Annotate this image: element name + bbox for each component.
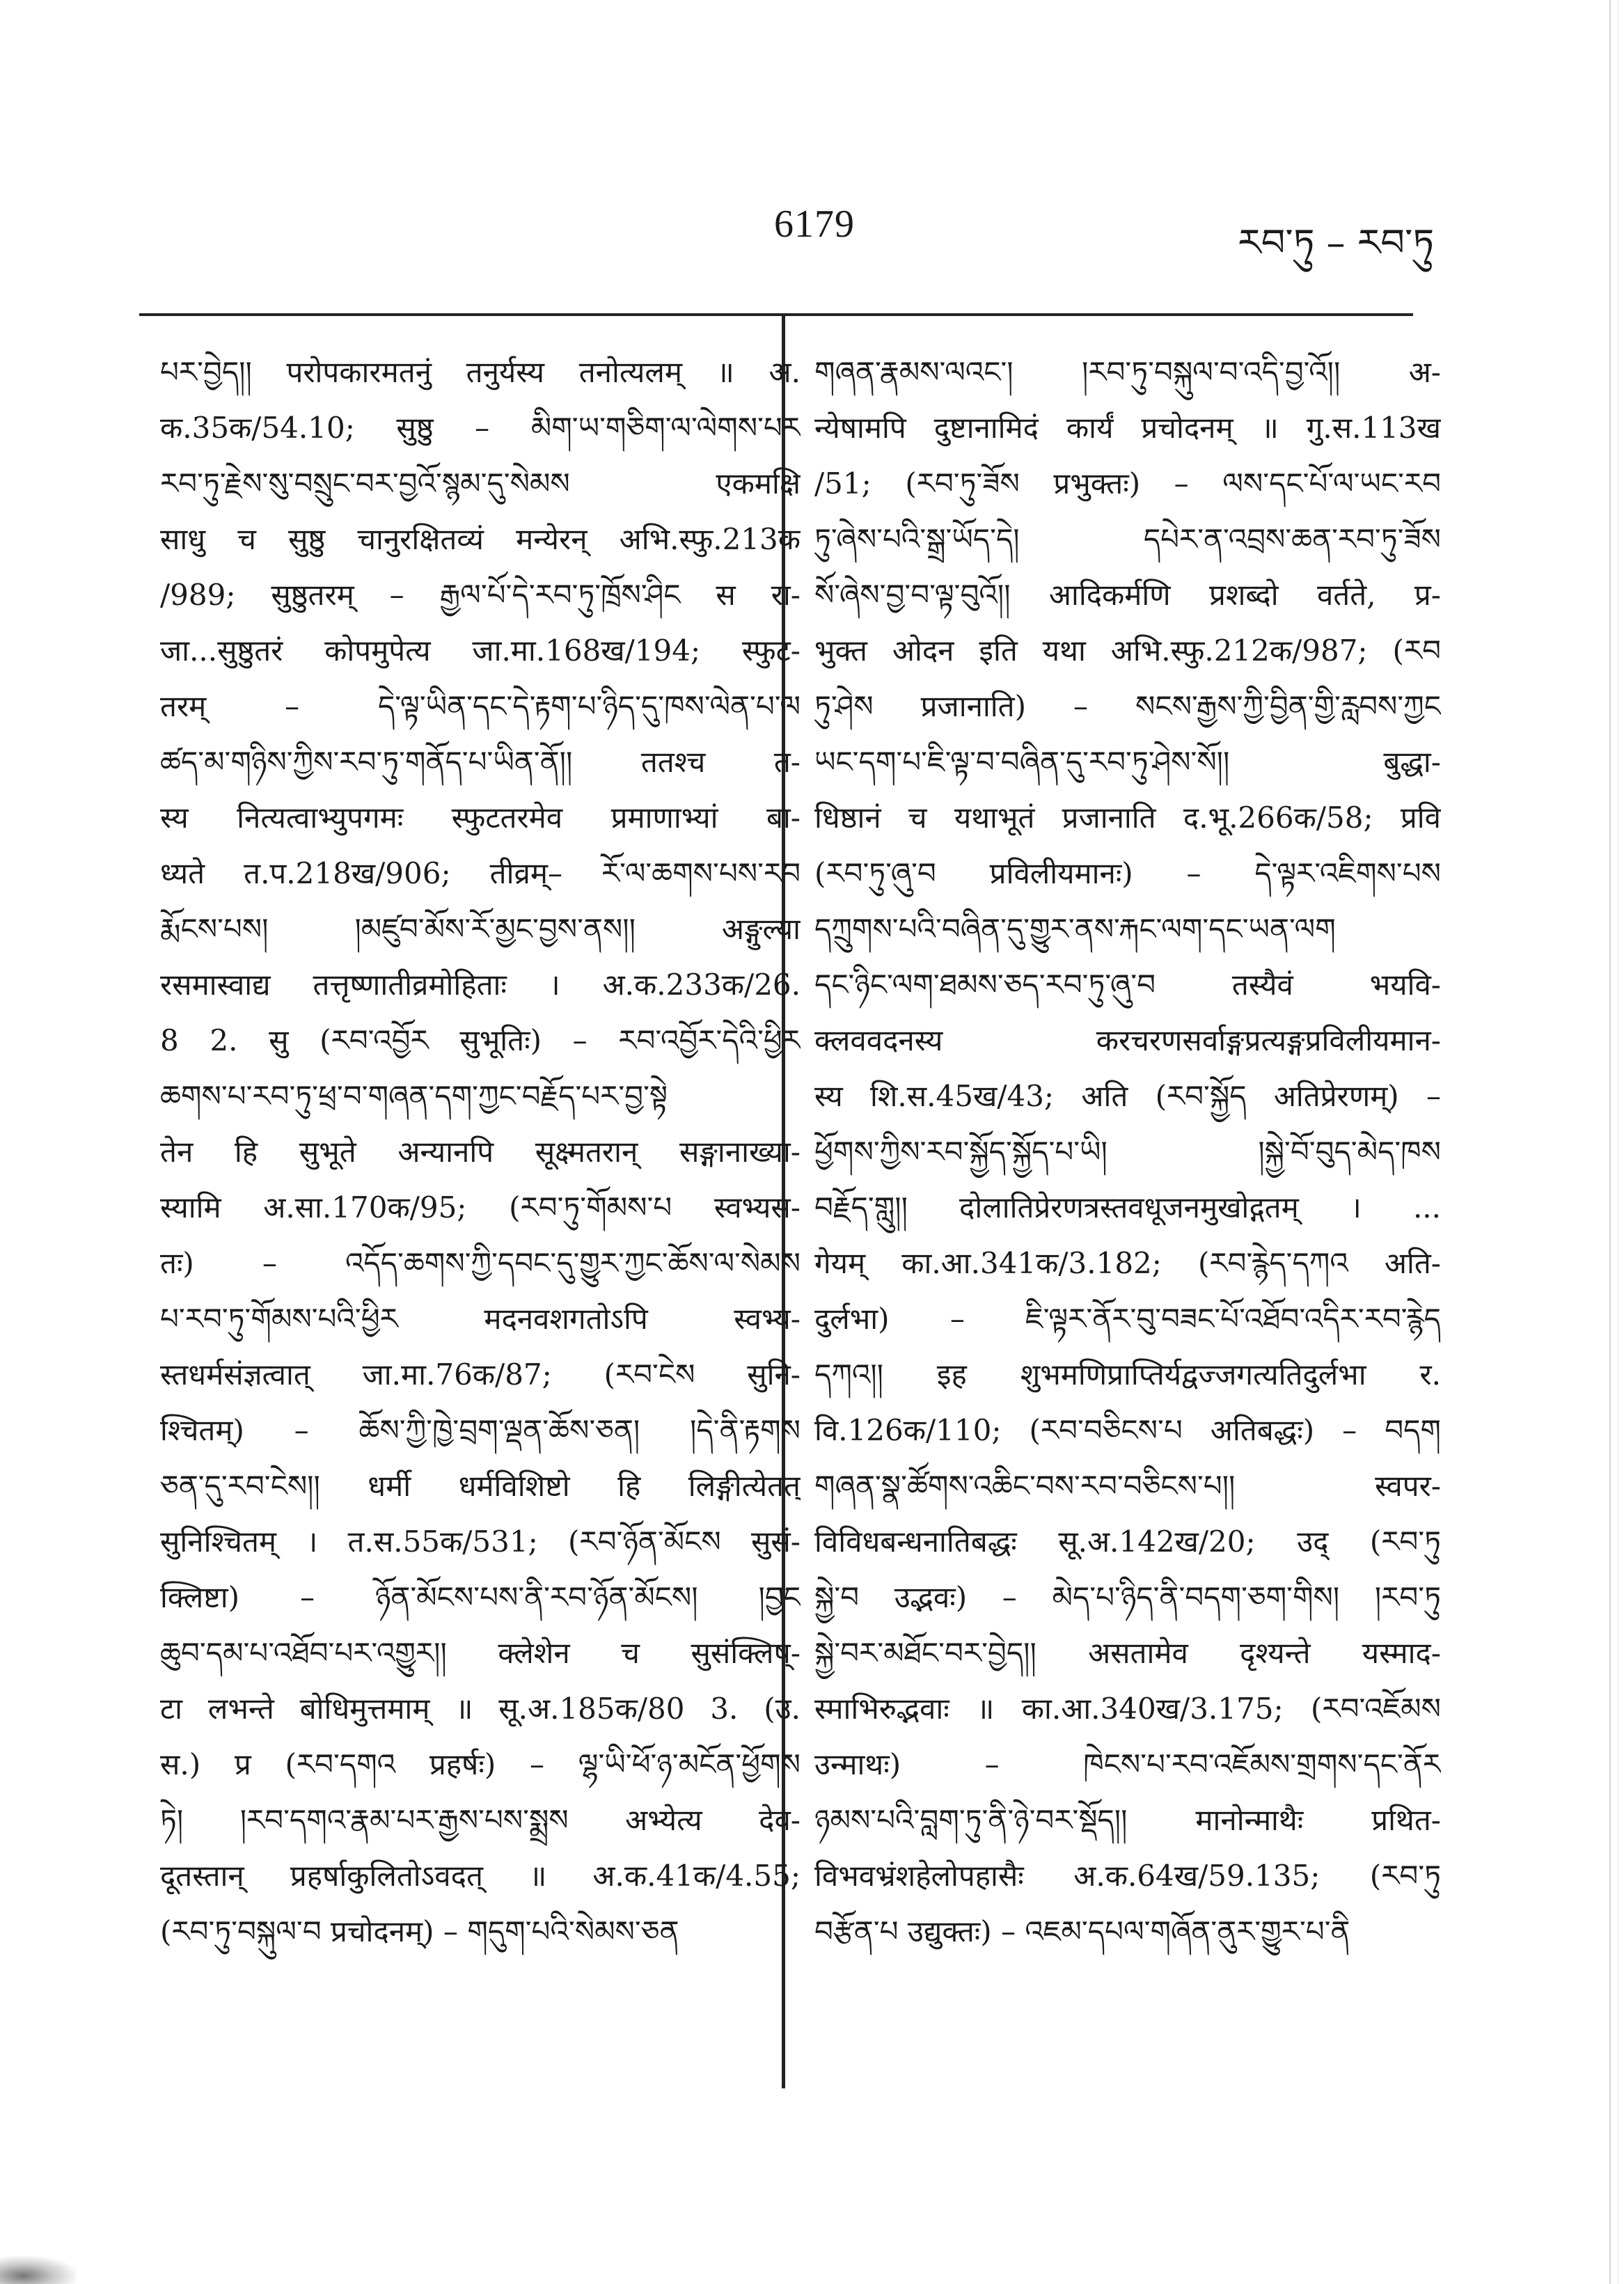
dictionary-line: दुर्लभा) – ཇི་ལྟར་ནོར་བུ་བཟང་པོ་འཐོབ་འདིར་རབ་རྙེད <box>814 1302 1441 1336</box>
dictionary-line: दूतस्तान् प्रहर्षाकुलितोऽवदत् ॥ अ.क.41क/4.55; <box>160 1859 801 1893</box>
dictionary-line: श्चितम्) – ཆོས་ཀྱི་ཁྱེ་བྲག་ལྡན་ཆོས་ཅན། །དེ་ནི་རྟགས <box>160 1413 801 1447</box>
dictionary-line: དཀྲུགས་པའི་བཞིན་དུ་གྱུར་ནས་རྐང་ལག་དང་ཡན་ལག <box>814 912 1336 946</box>
dictionary-line: स.) प्र (རབ་དགའ प्रहर्षः) – ལྷ་ཡི་ཕོ་ཉ་མངོན་ཕྱོགས <box>160 1747 801 1781</box>
dictionary-line: तरम् – དེ་ལྟ་ཡིན་དང་དེ་རྟག་པ་ཉིད་དུ་ཁས་ལེན་པ་ལ <box>160 689 801 723</box>
dictionary-line: (རབ་ཏུ་ཞུ་བ प्रविलीयमानः) – དེ་ལྟར་འཇིགས་པས <box>814 856 1441 890</box>
dictionary-line: ཆུབ་དམ་པ་འཐོབ་པར་འགྱུར།། क्लेशेन च सुसंक्लिष्- <box>160 1636 801 1670</box>
page-number: 6179 <box>774 203 855 246</box>
dictionary-line: साधु च सुष्ठु चानुरक्षितव्यं मन्येरन् अभि.स्फु.213क <box>160 522 801 556</box>
dictionary-line: པར་བྱེད།། परोपकारमतनुं तनुर्यस्य तनोत्यलम् ॥ अ. <box>160 355 801 389</box>
dictionary-line: ཚད་མ་གཉིས་ཀྱིས་རབ་ཏུ་གནོད་པ་ཡིན་ནོ།། ततश्च त- <box>160 745 801 779</box>
dictionary-line: ཉམས་པའི་བླག་ཏུ་ནི་ཉེ་བར་སྡོད།། मानोन्माथैः प्रथित- <box>814 1803 1441 1837</box>
header-rule <box>139 313 1413 316</box>
dictionary-line: ཏེ། །རབ་དགའ་རྣམ་པར་རྒྱས་པས་སྨྲས अभ्येत्य देव- <box>160 1803 801 1837</box>
dictionary-line: དཀའ།། इह शुभमणिप्राप्तिर्यद्वज्जगत्यतिदुर्लभा र. <box>814 1357 1441 1392</box>
dictionary-line: विविधबन्धनातिबद्धः सू.अ.142ख/20; उद् (རབ་ཏུ <box>814 1525 1441 1559</box>
dictionary-line: ཏུ་ཞེས་པའི་སྒྲ་ཡོད་དེ། དཔེར་ན་འབྲས་ཆན་རབ་ཏུ་ཟོས <box>814 522 1441 556</box>
dictionary-line: ཆགས་པ་རབ་ཏུ་ཕྲ་བ་གཞན་དག་ཀྱང་བརྗོད་པར་བྱ་སྟེ <box>160 1079 668 1113</box>
left-column <box>160 345 801 1960</box>
dictionary-line: གཞན་རྣམས་ལའང་། །རབ་ཏུ་བསྐུལ་བ་འདི་བྱ་འོ།། अ- <box>814 355 1441 389</box>
dictionary-line: /51; (རབ་ཏུ་ཟོས प्रभुक्तः) – ལས་དང་པོ་ལ་ཡང་རབ <box>814 466 1441 501</box>
dictionary-line: སོ་ཞེས་བྱ་བ་ལྟ་བུའོ།། आदिकर्मणि प्रशब्दो वर्तते, प्र- <box>814 578 1441 612</box>
dictionary-line: रसमास्वाद्य तत्तृष्णातीव्रमोहिताः । अ.क.233क/26. <box>160 968 801 1002</box>
dictionary-line: क.35क/54.10; सुष्ठु – མིག་ཡ་གཅིག་ལ་ལེགས་པར <box>160 411 801 445</box>
dictionary-line: 8 2. सु (རབ་འབྱོར सुभूतिः) – རབ་འབྱོར་དེའི་ཕྱིར <box>160 1023 801 1057</box>
dictionary-line: तेन हि सुभूते अन्यानपि सूक्ष्मतरान् सङ्गानाख्या- <box>160 1135 801 1169</box>
dictionary-line: स्माभिरुद्भवाः ॥ का.आ.340ख/3.175; (རབ་འཇོམས <box>814 1692 1441 1726</box>
dictionary-line: तः) – འདོད་ཆགས་ཀྱི་དབང་དུ་གྱུར་ཀྱང་ཆོས་ལ་སེམས <box>160 1246 801 1280</box>
dictionary-line: स्य शि.स.45ख/43; अति (རབ་སྐྱོད अतिप्रेरणम्) – <box>814 1079 1441 1113</box>
dictionary-line: རྨོངས་པས། །མཛུབ་མོས་རོ་མྱང་བྱས་ནས།། अङ्गुल्या <box>160 912 801 946</box>
dictionary-line: टा लभन्ते बोधिमुत्तमाम् ॥ सू.अ.185क/80 3. (उ. <box>160 1692 801 1726</box>
dictionary-line: ཕྱོགས་ཀྱིས་རབ་སྐྱོད་སྐྱོད་པ་ཡི། །སྐྱེ་བོ་བུད་མེད་ཁས <box>814 1135 1441 1169</box>
right-column <box>814 345 1441 1960</box>
dictionary-line: བརྩོན་པ उद्युक्तः) – འཇམ་དཔལ་གཞོན་ནུར་གྱུར་པ་ནི <box>814 1914 1350 1948</box>
dictionary-line: जा...सुष्ठुतरं कोपमुपेत्य जा.मा.168ख/194; स्फुट- <box>160 633 801 668</box>
dictionary-line: धिष्ठानं च यथाभूतं प्रजानाति द.भू.266क/58; प्रवि <box>814 801 1441 835</box>
corner-smudge <box>0 2256 77 2284</box>
binding-edge <box>1609 0 1618 2284</box>
dictionary-line: क्लववदनस्य करचरणसर्वाङ्गप्रत्यङ्गप्रविलीयमान- <box>814 1023 1441 1057</box>
dictionary-line: རབ་ཏུ་རྗེས་སུ་བསྲུང་བར་བྱའོ་སྙམ་དུ་སེམས एकमक्षि <box>160 466 801 501</box>
dictionary-line: स्यामि अ.सा.170क/95; (རབ་ཏུ་གོམས་པ स्वभ्यस- <box>160 1190 801 1224</box>
running-head: རབ་ཏུ – རབ་ཏུ <box>1238 221 1434 265</box>
dictionary-line: वि.126क/110; (རབ་བཅིངས་པ अतिबद्धः) – བདག <box>814 1413 1441 1447</box>
dictionary-line: स्य नित्यत्वाभ्युपगमः स्फुटतरमेव प्रमाणाभ्यां बा- <box>160 801 801 835</box>
dictionary-line: ཅན་དུ་རབ་ངེས།། धर्मी धर्मविशिष्टो हि लिङ्गीत्येतत् <box>160 1469 801 1503</box>
dictionary-line: པ་རབ་ཏུ་གོམས་པའི་ཕྱིར मदनवशगतोऽपि स्वभ्य- <box>160 1302 801 1336</box>
dictionary-line: विभवभ्रंशहेलोपहासैः अ.क.64ख/59.135; (རབ་ཏུ <box>814 1859 1441 1893</box>
dictionary-line: न्येषामपि दुष्टानामिदं कार्यं प्रचोदनम् ॥ गु.स.113ख <box>814 411 1441 445</box>
dictionary-line: བརྗོད་གླུ།། दोलातिप्रेरणत्रस्तवधूजनमुखोद्गतम् । ... <box>814 1190 1441 1224</box>
dictionary-line: उन्माथः) – ཁེངས་པ་རབ་འཇོམས་གྲགས་དང་ནོར <box>814 1747 1441 1781</box>
dictionary-line: भुक्त ओदन इति यथा अभि.स्फु.212क/987; (རབ <box>814 633 1441 668</box>
dictionary-line: ध्यते त.प.218ख/906; तीव्रम्– རོ་ལ་ཆགས་པས་རབ <box>160 856 801 890</box>
dictionary-line: དང་ཉིང་ལག་ཐམས་ཅད་རབ་ཏུ་ཞུ་བ तस्यैवं भयवि- <box>814 968 1441 1002</box>
dictionary-line: སྐྱེ་བར་མཐོང་བར་བྱེད།། असतामेव दृश्यन्ते यस्माद- <box>814 1636 1441 1670</box>
dictionary-line: /989; सुष्ठुतरम् – རྒྱལ་པོ་དེ་རབ་ཏུ་ཁྲོས་ཤིང स रा- <box>160 578 801 612</box>
dictionary-line: स्तधर्मसंज्ञत्वात् जा.मा.76क/87; (རབ་ངེས सुनि- <box>160 1357 801 1392</box>
dictionary-line: ཡང་དག་པ་ཇི་ལྟ་བ་བཞིན་དུ་རབ་ཏུ་ཤེས་སོ།། बुद्धा- <box>814 745 1441 779</box>
dictionary-line: क्लिष्टा) – ཉོན་མོངས་པས་ནི་རབ་ཉོན་མོངས། །བྱང <box>160 1580 801 1614</box>
dictionary-line: (རབ་ཏུ་བསྐུལ་བ प्रचोदनम्) – གདུག་པའི་སེམས་ཅན <box>160 1914 679 1948</box>
dictionary-line: གཞན་སྣ་ཚོགས་འཆིང་བས་རབ་བཅིངས་པ།། स्वपर- <box>814 1469 1441 1503</box>
dictionary-line: सुनिश्चितम् । त.स.55क/531; (རབ་ཉོན་མོངས सुसं- <box>160 1525 801 1559</box>
dictionary-line: गेयम् का.आ.341क/3.182; (རབ་རྙེད་དཀའ अति- <box>814 1246 1441 1280</box>
dictionary-line: སྐྱེ་བ उद्भवः) – མེད་པ་ཉིད་ནི་བདག་ཅག་གིས། །རབ་ཏུ <box>814 1580 1441 1614</box>
dictionary-line: ཏུ་ཤེས प्रजानाति) – སངས་རྒྱས་ཀྱི་བྱིན་གྱི་རླབས་ཀྱང <box>814 689 1441 723</box>
